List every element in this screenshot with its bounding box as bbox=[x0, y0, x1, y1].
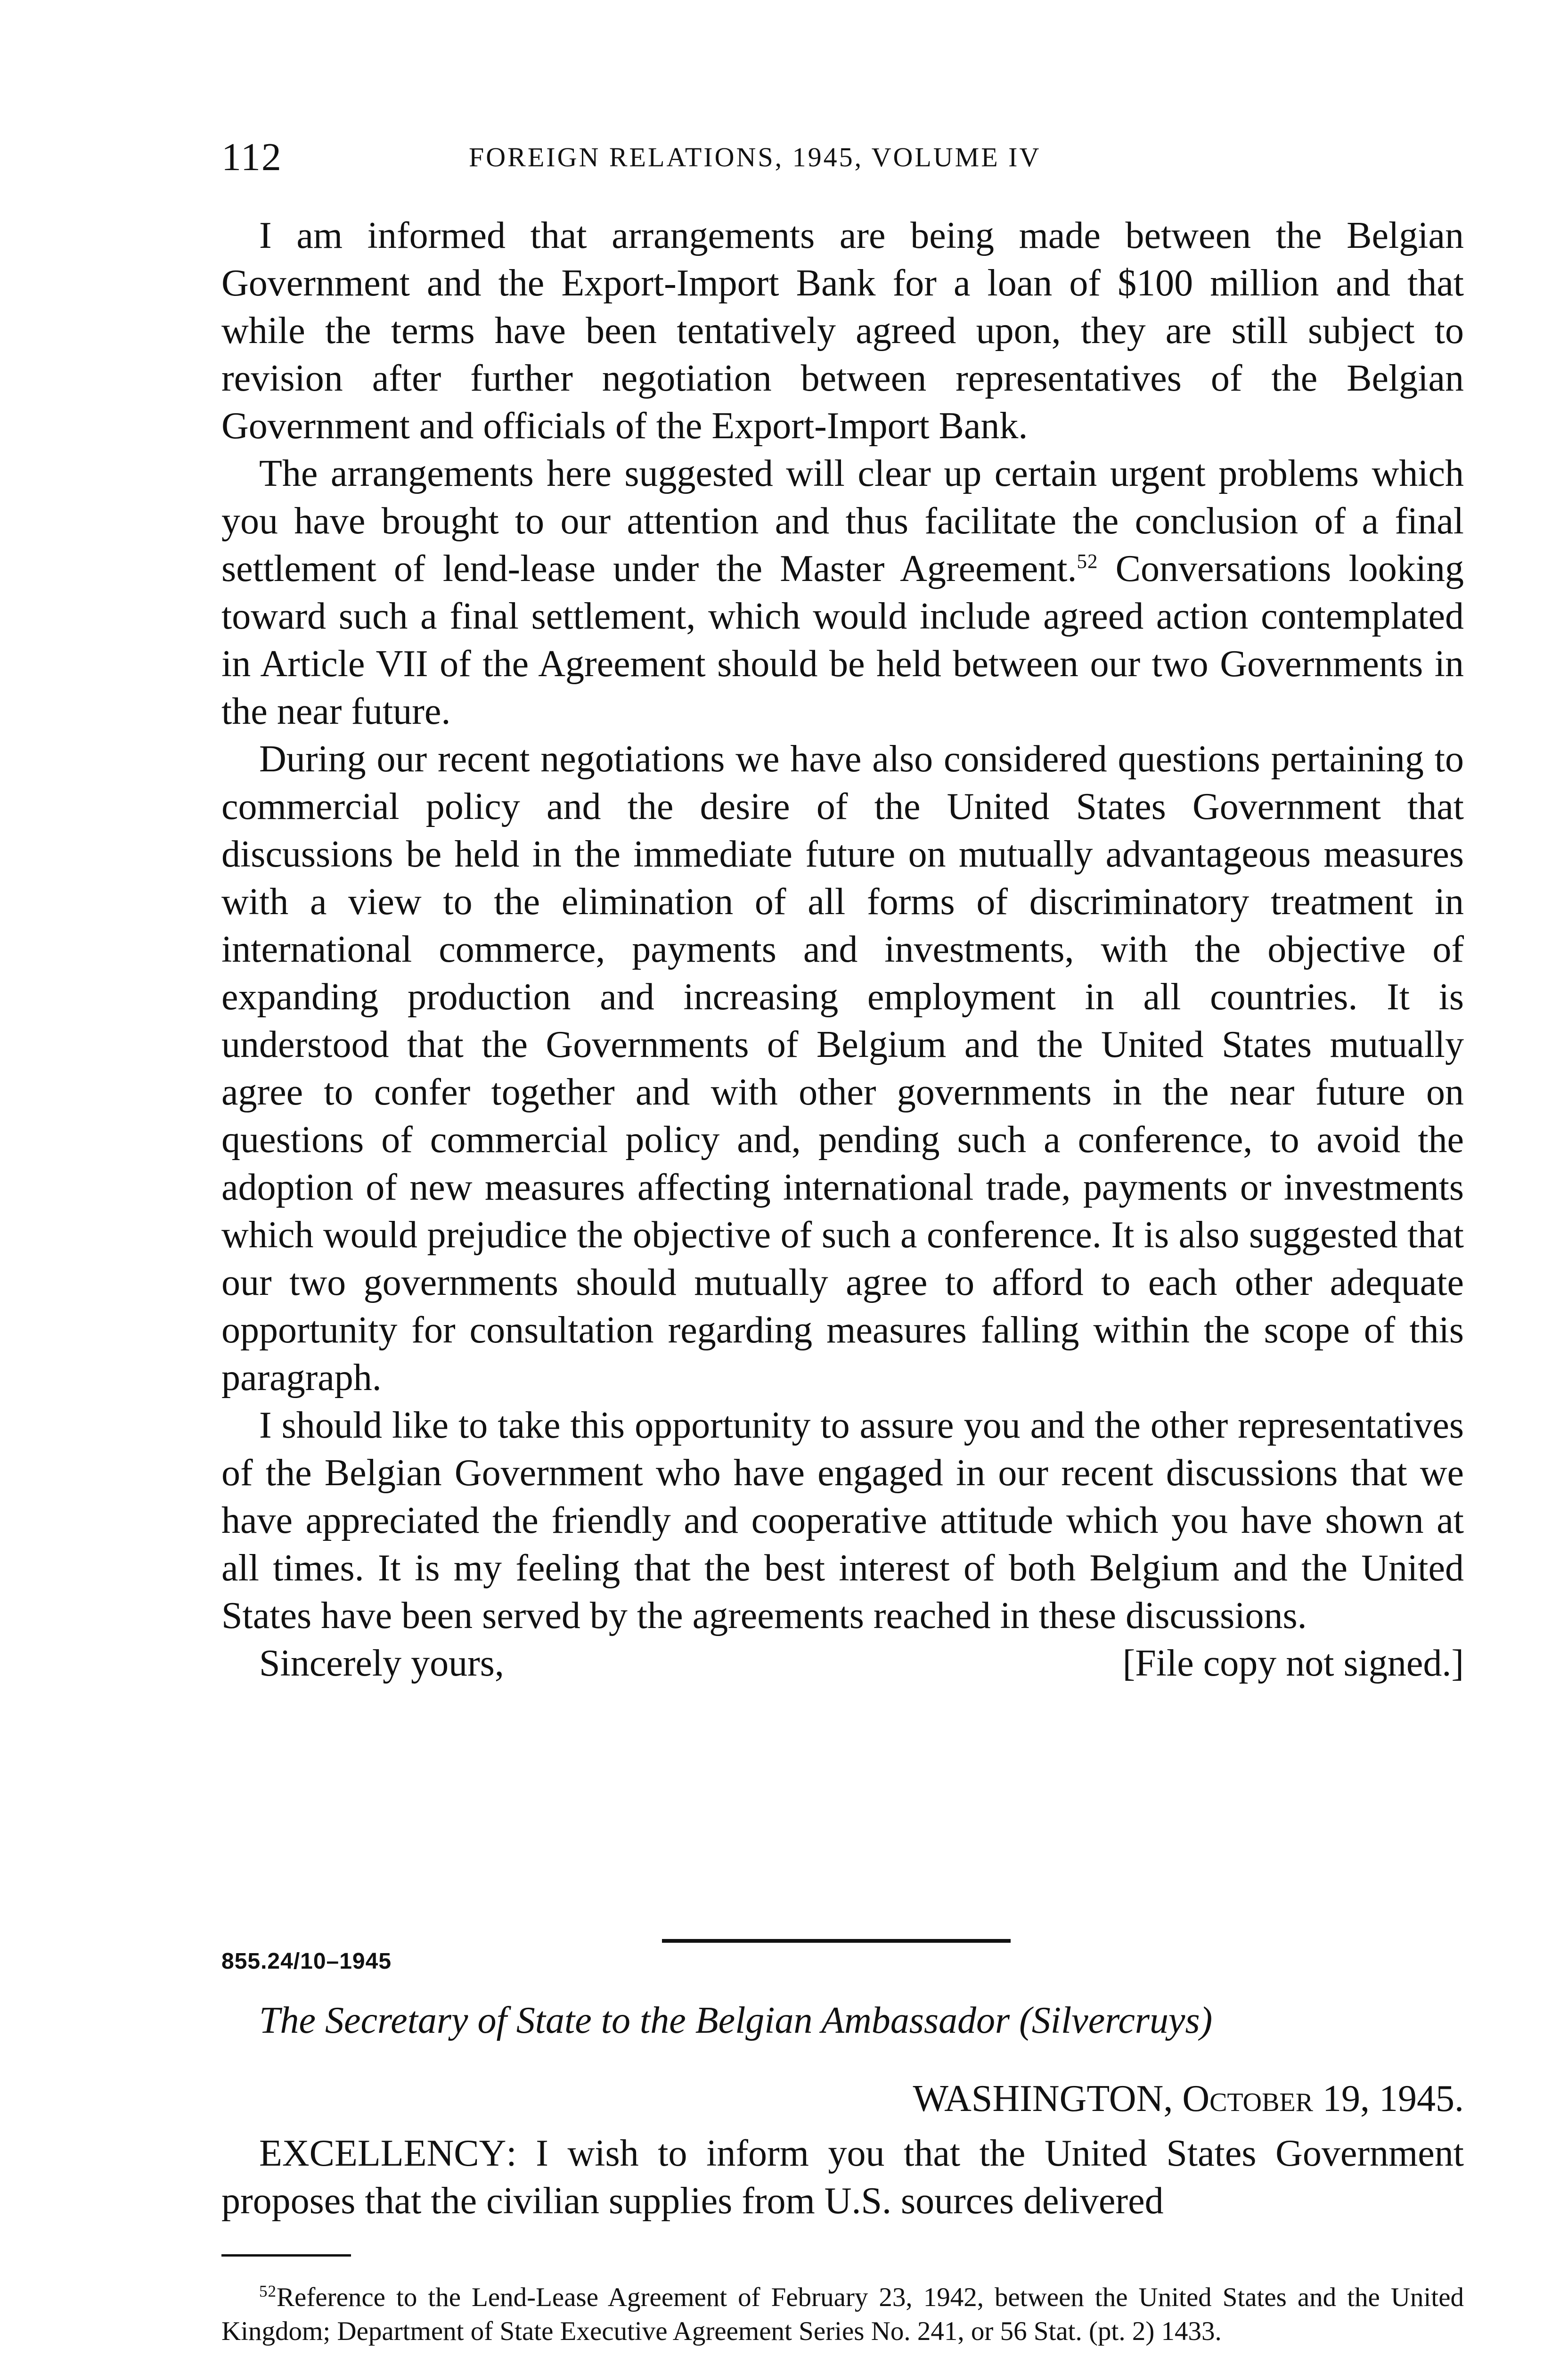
body-paragraph bbox=[221, 2130, 1464, 2225]
footnote bbox=[221, 2281, 1464, 2348]
footnote-marker: 52 bbox=[259, 2282, 277, 2300]
document-title: The Secretary of State to the Belgian Ambassador (Silvercruys) bbox=[259, 2000, 1213, 2041]
letter-body bbox=[221, 212, 1464, 1687]
paragraph-text: The arrangements here suggested will clear up certain urgent problems which you have brought to our attention and thus facilitate the conclusion of a final settlement of lend-lease under the Master Agreement. bbox=[221, 453, 1464, 589]
footnote-divider bbox=[221, 2254, 351, 2257]
body-paragraph: During our recent negotiations we have also considered questions pertaining to commercial policy and the desire of the United States Government that discussions be held in the immediate future on mutually advantageous measures with a view to the elimination of all forms of discriminatory treatment in international commerce, payments and investments, with the objective of expanding production and increasing employment in all countries. It is understood that the Governments of Belgium and the United States mutually agree to confer together and with other governments in the near future on questions of commercial policy and, pending such a conference, to avoid the adoption of new measures affecting international trade, payments or investments which would prejudice the objective of such a conference. It is also suggested that our two governments should mutually agree to afford to each other adequate opportunity for consultation regarding measures falling within the scope of this paragraph. bbox=[221, 738, 1464, 1399]
next-letter-opening bbox=[221, 2130, 1464, 2225]
footnote-reference: 52 bbox=[1077, 550, 1098, 573]
section-divider bbox=[662, 1939, 1011, 1943]
body-paragraph: I am informed that arrangements are being made between the Belgian Government and the Export-Import Bank for a loan of $100 million and that while the terms have been tentatively agreed upon, they are still subject to revision after further negotiation between representatives of the Belgian Government and officials of the Export-Import Bank. bbox=[221, 215, 1464, 447]
body-paragraph: I should like to take this opportunity to assure you and the other representatives of the Belgian Government who have engaged in our recent discussions that we have appreciated the friendly and cooperative attitude which you have shown at all times. It is my feeling that the best interest of both Belgium and the United States have been served by the agreements reached in these discussions. bbox=[221, 1405, 1464, 1636]
dateline: WASHINGTON, October 19, 1945. bbox=[913, 2078, 1464, 2119]
page-header bbox=[221, 134, 1494, 191]
salutation: EXCELLENCY bbox=[259, 2133, 506, 2174]
letter-closing bbox=[221, 1640, 1464, 1687]
paragraph-text: : I wish to inform you that the United States Government proposes that the civilian supplies from U.S. sources delivered bbox=[221, 2133, 1464, 2222]
body-paragraph bbox=[221, 450, 1464, 736]
page-number: 112 bbox=[221, 135, 282, 179]
paragraph-text: Conversations looking toward such a final settlement, which would include agreed action contemplated in Article VII of the Agreement should be held between our two Governments in the near future. bbox=[221, 548, 1464, 732]
running-head: FOREIGN RELATIONS, 1945, VOLUME IV bbox=[469, 142, 1041, 172]
signature-note: [File copy not signed.] bbox=[1122, 1643, 1464, 1684]
file-reference: 855.24/10–1945 bbox=[221, 1949, 392, 1974]
closing-text: Sincerely yours, bbox=[259, 1643, 504, 1684]
footnote-text: Reference to the Lend-Lease Agreement of February 23, 1942, between the United States and the United Kingdom; Department of State Executive Agreement Series No. 241, or 56 Stat. (pt. 2) 1433. bbox=[221, 2282, 1464, 2346]
